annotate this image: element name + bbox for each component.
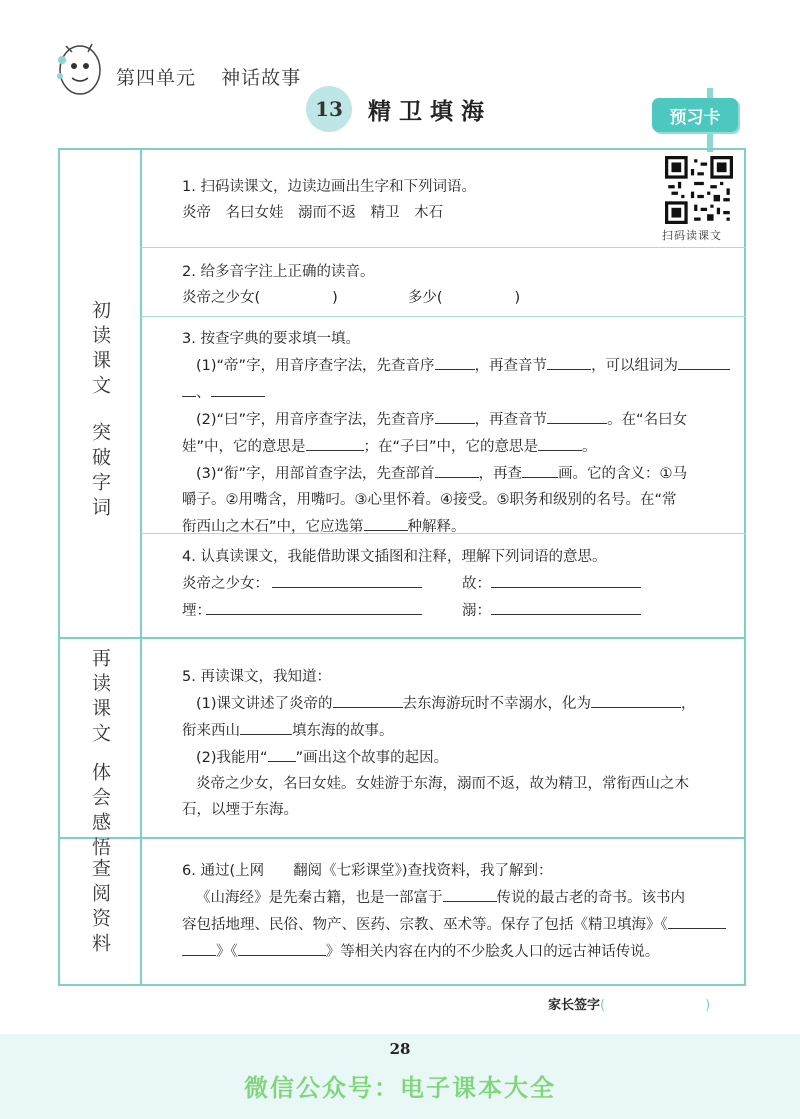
question-2: [182, 259, 520, 311]
answer-blank[interactable]: [435, 406, 475, 424]
q3-text: (2)“曰”字，用音序查字法，先查音序: [196, 412, 435, 428]
q4-word: 堙：: [182, 603, 211, 619]
answer-blank[interactable]: [491, 570, 641, 588]
section-label-reread: [60, 648, 140, 862]
answer-blank[interactable]: [306, 433, 364, 451]
q3-title: 3. 按查字典的要求填一填。: [182, 331, 360, 347]
question-3: [182, 326, 730, 540]
q6-line: [182, 911, 726, 938]
q5-text: 填东海的故事。: [292, 723, 394, 739]
section-label-research: [60, 858, 140, 958]
q5-line: [182, 744, 696, 771]
q3-text: 。在“名曰女: [607, 412, 688, 428]
q5-text: 衔来西山: [182, 723, 240, 739]
q2-items: [182, 285, 520, 311]
label-research: 查阅资料: [89, 858, 111, 958]
q4-title: 4. 认真读课文，我能借助课文插图和注释，理解下列词语的意思。: [182, 549, 607, 565]
q6-line: [182, 938, 726, 965]
q3-text: 娃”中，它的意思是: [182, 439, 306, 455]
q5-text: (1)课文讲述了炎帝的: [196, 696, 333, 712]
answer-blank[interactable]: [268, 744, 296, 762]
q6-text: 》《: [216, 944, 238, 960]
q3-text: ，再查音节: [474, 358, 548, 374]
q4-row: [182, 570, 641, 597]
answer-blank[interactable]: [491, 597, 641, 615]
page-number: 28: [389, 1040, 411, 1058]
answer-blank[interactable]: [182, 379, 196, 397]
q5-text: 去东海游玩时不幸溺水，化为: [402, 696, 592, 712]
q6-line: [182, 884, 726, 911]
q3-text: (3)“衔”字，用部首查字法，先查部首: [196, 466, 435, 482]
q5-text: ”画出这个故事的起因。: [295, 750, 449, 766]
q3-text: ，再查: [478, 466, 523, 482]
q4-word: 溺：: [462, 603, 491, 619]
q3-line: [182, 433, 730, 460]
label-reread: 再读课文: [89, 648, 111, 748]
q6-text: 《山海经》是先秦古籍，也是一部富于: [196, 890, 443, 906]
answer-blank[interactable]: [591, 690, 681, 708]
answer-blank[interactable]: [272, 570, 422, 588]
q5-text: (2)我能用“: [196, 750, 268, 766]
q3-line: [182, 352, 730, 379]
answer-blank[interactable]: [522, 460, 558, 478]
q6-text: 容包括地理、民俗、物产、医药、宗教、巫术等。保存了包括《精卫填海》《: [182, 917, 668, 933]
q6-title: 6. 通过(上网 翻阅《七彩课堂》)查找资料，我了解到：: [182, 863, 553, 879]
q6-text: 》等相关内容在内的不少脍炙人口的远古神话传说。: [325, 944, 660, 960]
q3-line: [182, 460, 730, 487]
q1-words: 炎帝 名曰女娃 溺而不返 精卫 木石: [182, 205, 443, 221]
q3-text: 种解释。: [407, 519, 466, 535]
answer-blank[interactable]: [435, 352, 475, 370]
row-divider: [140, 316, 746, 317]
q3-text: ；在“子曰”中，它的意思是: [363, 439, 539, 455]
lesson-title: 精卫填海: [368, 99, 492, 125]
q2-item-1: 炎帝之少女(: [182, 290, 261, 306]
promo-text: 微信公众号：电子课本大全: [244, 1074, 556, 1102]
answer-blank[interactable]: [182, 938, 216, 956]
q4-word: 炎帝之少女：: [182, 576, 269, 592]
unit-theme: 神话故事: [221, 67, 302, 89]
label-feel: 体会感悟: [89, 762, 111, 862]
q3-line: [182, 379, 730, 406]
question-4: [182, 544, 641, 624]
q2-close-paren: ): [514, 290, 521, 306]
signature-close: ): [705, 998, 711, 1013]
lesson-number: 13: [306, 86, 352, 132]
q2-item-2: 多少(: [407, 290, 443, 306]
answer-blank[interactable]: [538, 433, 582, 451]
q5-passage: 石，以堙于东海。: [182, 802, 298, 818]
q3-text: 、: [196, 385, 211, 401]
answer-blank[interactable]: [547, 352, 591, 370]
signature-label: 家长签字: [548, 998, 601, 1013]
answer-blank[interactable]: [443, 884, 497, 902]
section-divider: [58, 637, 746, 639]
q5-line: [182, 717, 696, 744]
q5-title: 5. 再读课文，我知道：: [182, 669, 331, 685]
answer-blank[interactable]: [435, 460, 479, 478]
answer-blank[interactable]: [668, 911, 726, 929]
answer-blank[interactable]: [547, 406, 607, 424]
answer-blank[interactable]: [240, 717, 292, 735]
mascot-icon: [52, 40, 104, 98]
signature-open: (: [600, 998, 606, 1013]
q3-text: (1)“帝”字，用音序查字法，先查音序: [196, 358, 435, 374]
q5-passage: 炎帝之少女，名曰女娃。女娃游于东海，溺而不返，故为精卫，常衔西山之木: [196, 776, 689, 792]
section-divider: [58, 837, 746, 839]
label-words: 突破字词: [89, 422, 111, 522]
parent-signature: [548, 994, 710, 1013]
qr-code-icon[interactable]: [665, 156, 733, 224]
column-divider: [140, 148, 142, 986]
q3-text: ，再查音节: [474, 412, 548, 428]
q3-text: ，可以组词为: [591, 358, 679, 374]
question-1: [182, 174, 476, 226]
answer-blank[interactable]: [211, 379, 265, 397]
q2-close-paren: ): [332, 290, 338, 306]
label-first-read: 初读课文: [89, 300, 111, 400]
question-6: [182, 858, 726, 965]
qr-label: 扫码读课文: [662, 229, 722, 242]
q3-text: 。: [582, 439, 597, 455]
q6-text: 传说的最古老的奇书。该书内: [496, 890, 685, 906]
unit-heading: [116, 63, 319, 90]
q3-line: [182, 406, 730, 433]
answer-blank[interactable]: [333, 690, 403, 708]
unit-label: 第四单元: [116, 67, 197, 89]
q3-line: 嚼子。②用嘴含，用嘴叼。③心里怀着。④接受。⑤职务和级别的名号。在“常: [182, 492, 677, 508]
answer-blank[interactable]: [206, 597, 422, 615]
q3-text: 画。它的含义：①马: [558, 466, 688, 482]
preview-card-tag: 预习卡: [652, 98, 738, 132]
q3-line: [182, 513, 730, 540]
q5-line: [182, 690, 696, 717]
q1-title: 1. 扫码读课文，边读边画出生字和下列词语。: [182, 179, 476, 195]
q3-text: 衔西山之木石”中，它应选第: [182, 519, 364, 535]
q2-title: 2. 给多音字注上正确的读音。: [182, 264, 375, 280]
row-divider: [140, 247, 746, 248]
q4-word: 故：: [462, 576, 491, 592]
answer-blank[interactable]: [238, 938, 326, 956]
q5-text: ，: [681, 696, 696, 712]
answer-blank[interactable]: [364, 513, 408, 531]
section-label-first-read: [60, 300, 140, 522]
answer-blank[interactable]: [678, 352, 730, 370]
question-5: [182, 664, 696, 823]
q4-row: [182, 597, 641, 624]
